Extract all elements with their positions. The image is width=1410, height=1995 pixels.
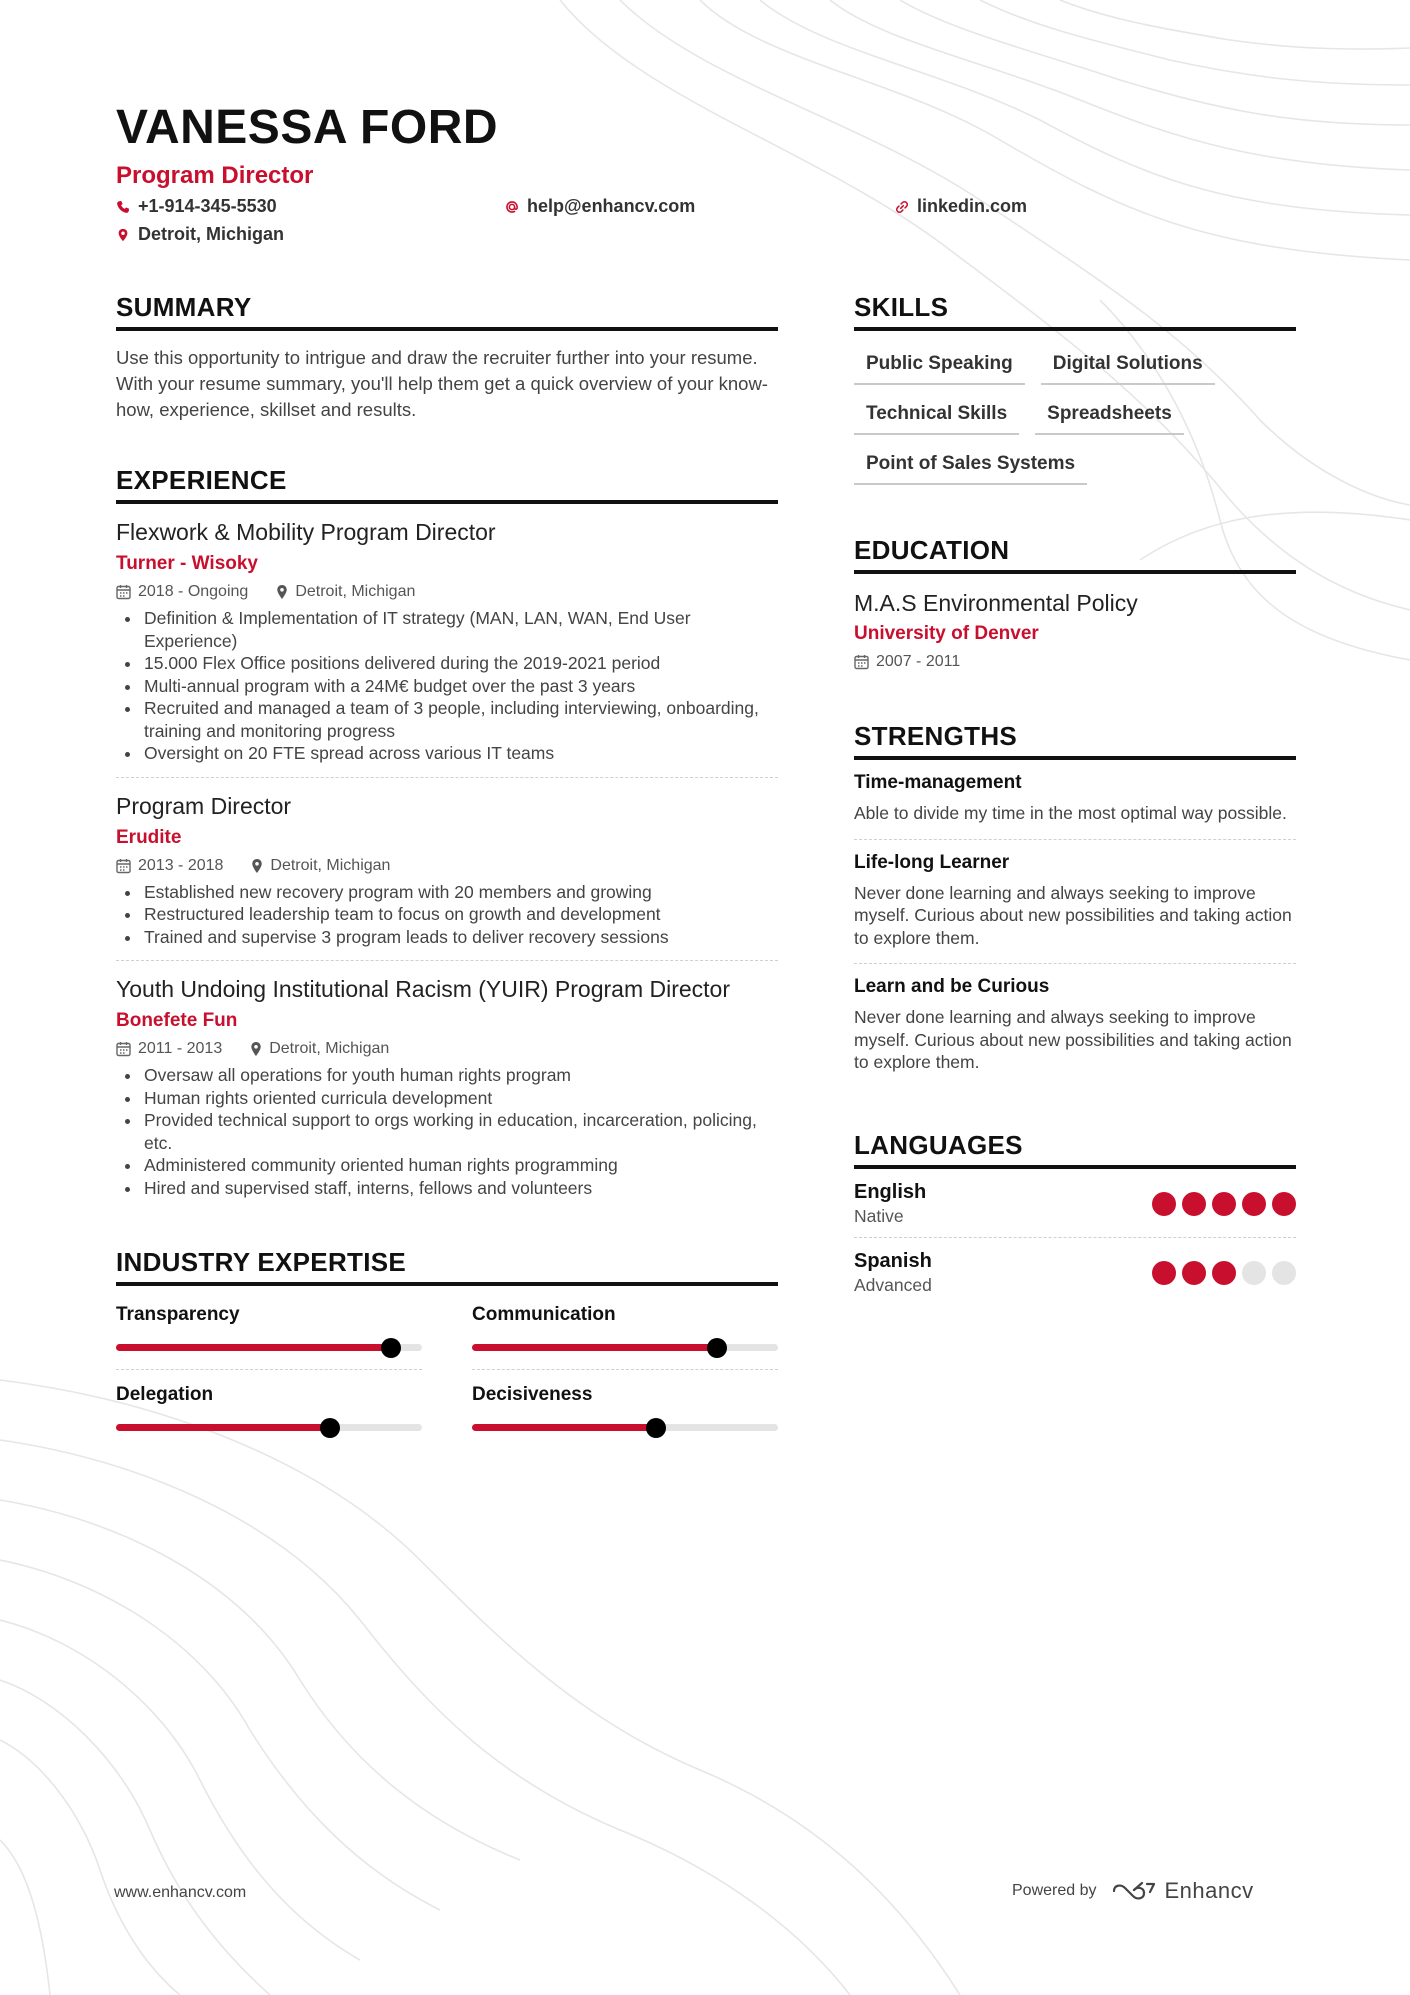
bullet-item: • 15.000 Flex Office positions delivered during the 2019-2021 period (142, 652, 778, 675)
skills-list (854, 347, 1296, 485)
language-rating (1152, 1261, 1296, 1285)
skill-tag: Technical Skills (854, 397, 1019, 435)
education-school: University of Denver (854, 623, 1039, 644)
bullet-item: • Multi-annual program with a 24M€ budget over the past 3 years (142, 675, 778, 698)
skill-tag: Digital Solutions (1041, 347, 1215, 385)
rating-dot (1272, 1261, 1296, 1285)
languages-section (854, 1130, 1296, 1304)
candidate-name: VANESSA FORD (116, 101, 499, 154)
phone-icon (116, 199, 130, 215)
expertise-track (116, 1344, 422, 1351)
experience-location (251, 857, 390, 875)
experience-bullets (116, 607, 778, 765)
experience-meta (116, 583, 778, 601)
strengths-section (854, 721, 1296, 1088)
experience-role: Program Director (116, 792, 292, 819)
skill-tag: Public Speaking (854, 347, 1025, 385)
calendar-icon (116, 858, 131, 874)
strengths-heading: STRENGTHS (854, 721, 1296, 760)
experience-role: Youth Undoing Institutional Racism (YUIR) Program Director (116, 976, 731, 1002)
location-pin-icon (116, 227, 130, 243)
website-text: linkedin.com (917, 196, 1028, 216)
language-name: Spanish (854, 1249, 932, 1272)
footer-website[interactable]: www.enhancv.com (114, 1884, 247, 1901)
experience-entry (116, 504, 778, 778)
expertise-item (116, 1370, 422, 1449)
calendar-icon (854, 654, 869, 670)
experience-entry (116, 778, 778, 962)
summary-text: Use this opportunity to intrigue and draw the recruiter further into your resume. With your resume summary, you'll help them get a quick overview of your know-how, experience, skillset and results. (116, 347, 768, 420)
expertise-label: Transparency (116, 1304, 240, 1325)
strength-item (854, 760, 1296, 840)
experience-location-text: Detroit, Michigan (295, 583, 416, 600)
expertise-knob (646, 1418, 666, 1438)
experience-dates (116, 857, 223, 875)
skill-tag: Point of Sales Systems (854, 447, 1087, 485)
footer-branding[interactable] (1012, 1878, 1254, 1904)
experience-heading: EXPERIENCE (116, 465, 778, 504)
bullet-item: • Provided technical support to orgs working in education, incarceration, policing, etc. (142, 1109, 778, 1154)
right-column (854, 292, 1296, 1304)
strength-title: Life-long Learner (854, 851, 1010, 873)
expertise-fill (116, 1424, 330, 1431)
strength-item (854, 964, 1296, 1088)
experience-dates-text: 2011 - 2013 (138, 1040, 223, 1057)
contact-location (116, 224, 284, 245)
experience-dates-text: 2018 - Ongoing (138, 583, 249, 600)
contact-phone[interactable] (116, 196, 277, 217)
expertise-track (472, 1424, 778, 1431)
powered-by-text: Powered by (1012, 1882, 1097, 1899)
language-item (854, 1169, 1296, 1238)
contact-email[interactable] (505, 196, 695, 217)
bullet-item: • Trained and supervise 3 program leads to deliver recovery sessions (142, 926, 778, 949)
experience-location (276, 583, 415, 601)
expertise-item (472, 1370, 778, 1449)
strength-description: Able to divide my time in the most optimal way possible. (854, 803, 1287, 823)
skills-section (854, 292, 1296, 485)
skill-tag: Spreadsheets (1035, 397, 1184, 435)
bullet-item: • Restructured leadership team to focus on growth and development (142, 903, 778, 926)
experience-company: Erudite (116, 826, 182, 848)
rating-dot (1242, 1261, 1266, 1285)
contact-website[interactable] (895, 196, 1027, 217)
skills-heading: SKILLS (854, 292, 1296, 331)
rating-dot (1182, 1192, 1206, 1216)
expertise-track (116, 1424, 422, 1431)
strength-title: Learn and be Curious (854, 976, 1050, 997)
expertise-item (116, 1300, 422, 1370)
language-level: Advanced (854, 1274, 932, 1295)
expertise-heading: INDUSTRY EXPERTISE (116, 1247, 778, 1286)
expertise-track (472, 1344, 778, 1351)
location-pin-icon (276, 584, 288, 600)
rating-dot (1212, 1192, 1236, 1216)
enhancv-brand-text: Enhancv (1164, 1878, 1254, 1903)
bullet-item: • Recruited and managed a team of 3 people, including interviewing, onboarding, training and monitoring progress (142, 697, 778, 742)
industry-expertise-section (116, 1247, 778, 1449)
experience-section (116, 465, 778, 1211)
strength-description: Never done learning and always seeking to improve myself. Curious about new possibilities and taking action to explore them. (854, 1007, 1292, 1072)
at-sign-icon (505, 199, 519, 215)
experience-location-text: Detroit, Michigan (269, 1040, 390, 1057)
rating-dot (1182, 1261, 1206, 1285)
rating-dot (1272, 1192, 1296, 1216)
expertise-label: Decisiveness (472, 1384, 593, 1405)
expertise-grid (116, 1300, 778, 1449)
location-pin-icon (250, 1041, 262, 1057)
expertise-knob (707, 1338, 727, 1358)
language-item (854, 1238, 1296, 1304)
bullet-item: • Human rights oriented curricula development (142, 1087, 778, 1110)
expertise-item (472, 1300, 778, 1370)
education-meta (854, 653, 1296, 671)
bullet-item: • Oversaw all operations for youth human rights program (142, 1064, 778, 1087)
bullet-item: • Definition & Implementation of IT strategy (MAN, LAN, WAN, End User Experience) (142, 607, 778, 652)
expertise-knob (320, 1418, 340, 1438)
expertise-knob (381, 1338, 401, 1358)
bullet-item: • Administered community oriented human rights programming (142, 1154, 778, 1177)
expertise-fill (472, 1424, 656, 1431)
calendar-icon (116, 584, 131, 600)
language-level: Native (854, 1205, 904, 1226)
languages-heading: LANGUAGES (854, 1130, 1296, 1169)
rating-dot (1212, 1261, 1236, 1285)
strength-title: Time-management (854, 772, 1022, 793)
enhancv-logo (1111, 1878, 1254, 1904)
rating-dot (1152, 1261, 1176, 1285)
experience-bullets (116, 881, 778, 949)
experience-dates-text: 2013 - 2018 (138, 856, 224, 874)
enhancv-logo-icon (1111, 1880, 1157, 1902)
expertise-label: Communication (472, 1304, 616, 1325)
email-text: help@enhancv.com (527, 196, 696, 216)
left-column (116, 292, 778, 1449)
strength-item (854, 840, 1296, 965)
language-rating (1152, 1192, 1296, 1216)
experience-entry (116, 961, 778, 1211)
location-text: Detroit, Michigan (138, 224, 285, 244)
education-degree: M.A.S Environmental Policy (854, 590, 1138, 616)
education-section (854, 535, 1296, 671)
strength-description: Never done learning and always seeking to improve myself. Curious about new possibilities and taking action to explore them. (854, 882, 1292, 948)
link-icon (895, 199, 909, 215)
education-dates-text: 2007 - 2011 (876, 653, 961, 670)
location-pin-icon (251, 858, 263, 874)
experience-location (250, 1040, 389, 1058)
expertise-label: Delegation (116, 1384, 214, 1405)
experience-dates (116, 1040, 222, 1058)
language-name: English (854, 1180, 927, 1203)
rating-dot (1152, 1192, 1176, 1216)
language-info (854, 1181, 926, 1227)
language-info (854, 1250, 932, 1296)
experience-meta (116, 857, 778, 875)
bullet-item: • Hired and supervised staff, interns, fellows and volunteers (142, 1177, 778, 1200)
summary-heading: SUMMARY (116, 292, 778, 331)
experience-meta (116, 1040, 778, 1058)
summary-section (116, 292, 778, 423)
calendar-icon (116, 1041, 131, 1057)
expertise-fill (116, 1344, 391, 1351)
experience-dates (116, 583, 248, 601)
experience-location-text: Detroit, Michigan (270, 856, 391, 874)
experience-bullets (116, 1064, 778, 1199)
experience-company: Bonefete Fun (116, 1010, 238, 1031)
expertise-fill (472, 1344, 717, 1351)
bullet-item: • Oversight on 20 FTE spread across various IT teams (142, 742, 778, 765)
job-title: Program Director (116, 162, 314, 189)
phone-text: +1-914-345-5530 (138, 196, 277, 216)
education-dates (854, 653, 960, 671)
experience-company: Turner - Wisoky (116, 553, 258, 574)
experience-role: Flexwork & Mobility Program Director (116, 519, 496, 545)
rating-dot (1242, 1192, 1266, 1216)
education-heading: EDUCATION (854, 535, 1296, 574)
bullet-item: • Established new recovery program with 20 members and growing (142, 881, 778, 904)
